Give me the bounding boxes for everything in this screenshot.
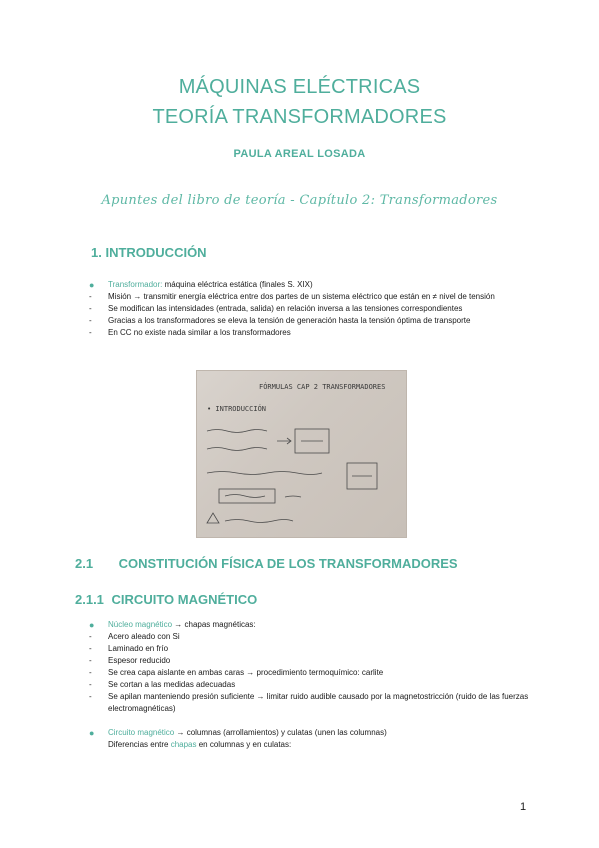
list-item-text: máquina eléctrica estática (finales S. XIX): [162, 280, 313, 289]
list-item-text: En CC no existe nada similar a los transformadores: [108, 328, 291, 337]
list-item: [89, 303, 529, 315]
list-item: [89, 727, 529, 739]
list-item-text: Acero aleado con Si: [108, 632, 180, 641]
list-item-text: Diferencias entre: [108, 740, 171, 749]
list-item-text: → chapas magnéticas:: [172, 620, 256, 629]
list-item: [89, 655, 529, 667]
intro-heading-number: 1.: [91, 245, 102, 260]
document-subtitle: Apuntes del libro de teoría - Capítulo 2: Transformadores: [101, 193, 498, 208]
handwritten-notes-sketch: [197, 371, 406, 537]
section-2-1-1-number: 2.1.1: [75, 592, 104, 607]
list-item: [89, 279, 529, 291]
list-item-text: en columnas y en culatas:: [196, 740, 292, 749]
list-item-text: Se apilan manteniendo presión suficiente → limitar ruido audible causado por la magnetostricción (ruido de las fuerzas electromagnéticas): [108, 692, 529, 713]
dash-marker: -: [89, 692, 92, 701]
list-item-text: Se cortan a las medidas adecuadas: [108, 680, 236, 689]
dash-marker: -: [89, 680, 92, 689]
list-item-term: Núcleo magnético: [108, 620, 173, 629]
list-item-text: → columnas (arrollamientos) y culatas (unen las columnas): [174, 728, 387, 737]
handwritten-formulas-photo: [196, 370, 407, 538]
bullet-marker: ●: [89, 280, 95, 290]
photo-intro-line: • INTRODUCCIÓN: [207, 405, 267, 413]
list-item-text: Gracias a los transformadores se eleva la tensión de generación hasta la tensión óptima de transporte: [108, 316, 471, 325]
list-item-text: Espesor reducido: [108, 656, 171, 665]
section-2-1-number: 2.1: [75, 556, 94, 571]
section-2-1-1-text: CIRCUITO MAGNÉTICO: [111, 592, 258, 607]
document-title-line2: TEORÍA TRANSFORMADORES: [152, 106, 447, 128]
list-item-text: Se crea capa aislante en ambas caras → procedimiento termoquímico: carlite: [108, 668, 384, 677]
bullet-marker: ●: [89, 620, 95, 630]
dash-marker: -: [89, 644, 92, 653]
page-number: 1: [520, 801, 527, 813]
list-item: [89, 291, 529, 303]
list-item: [89, 667, 529, 679]
dash-marker: -: [89, 328, 92, 337]
dash-marker: -: [89, 668, 92, 677]
section-2-1-text: CONSTITUCIÓN FÍSICA DE LOS TRANSFORMADORES: [118, 556, 458, 571]
handwritten-scribbles: [207, 429, 377, 523]
magnetic-circuit-list: [89, 619, 529, 751]
list-item-text: Misión → transmitir energía eléctrica entre dos partes de un sistema eléctrico que están en ≠ nivel de tensión: [108, 292, 495, 301]
list-item-term: Transformador:: [108, 280, 163, 289]
author-name: PAULA AREAL LOSADA: [233, 148, 366, 160]
dash-marker: -: [89, 632, 92, 641]
list-spacer: [89, 715, 529, 727]
document-title-line1: MÁQUINAS ELÉCTRICAS: [178, 76, 421, 98]
dash-marker: -: [89, 304, 92, 313]
dash-marker: -: [89, 316, 92, 325]
list-item-text: Laminado en frío: [108, 644, 169, 653]
list-item-text: Se modifican las intensidades (entrada, salida) en relación inversa a las tensiones correspondientes: [108, 304, 463, 313]
intro-list: [89, 279, 529, 339]
intro-heading: [91, 245, 207, 260]
list-item: [89, 643, 529, 655]
list-item: [89, 619, 529, 631]
list-item: [89, 631, 529, 643]
list-item: [89, 315, 529, 327]
list-item: [89, 327, 529, 339]
section-2-1-heading: [75, 556, 458, 571]
bullet-marker: ●: [89, 728, 95, 738]
list-item: [89, 739, 529, 751]
list-item: [89, 679, 529, 691]
list-item: [89, 691, 529, 715]
dash-marker: -: [89, 656, 92, 665]
list-item-term: Circuito magnético: [108, 728, 175, 737]
intro-heading-text: INTRODUCCIÓN: [105, 245, 207, 260]
photo-heading: FÓRMULAS CAP 2 TRANSFORMADORES: [259, 383, 386, 391]
list-item-term: chapas: [170, 740, 197, 749]
dash-marker: -: [89, 292, 92, 301]
section-2-1-1-heading: [75, 592, 257, 607]
